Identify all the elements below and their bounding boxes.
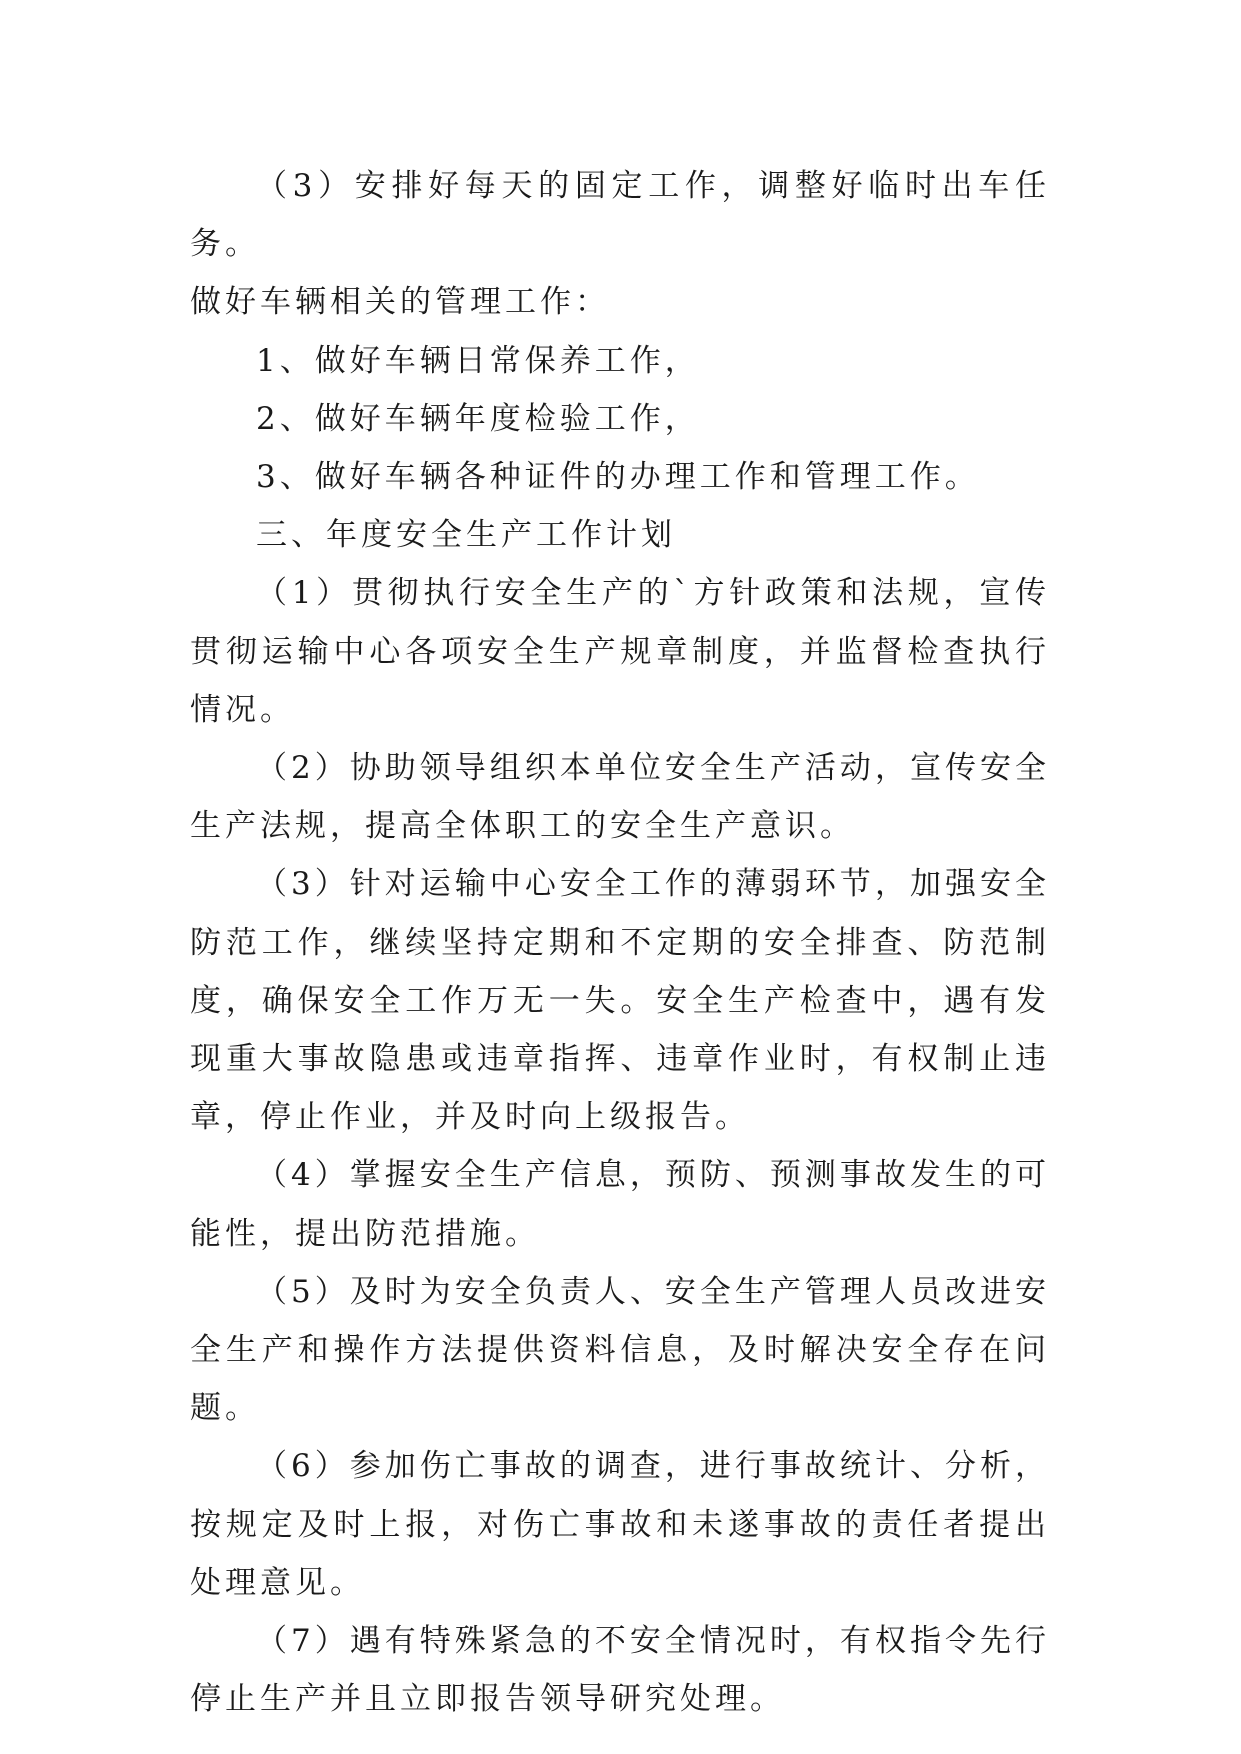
paragraph-task-schedule: （3）安排好每天的固定工作，调整好临时出车任务。 — [190, 168, 1050, 263]
paragraph-safety-item-1: （1）贯彻执行安全生产的`方针政策和法规，宣传贯彻运输中心各项安全生产规章制度，并监督检查执行情况。 — [190, 575, 1050, 728]
paragraph-safety-item-7: （7）遇有特殊紧急的不安全情况时，有权指令先行停止生产并且立即报告领导研究处理。 — [190, 1623, 1050, 1718]
list-item-vehicle-certificates: 3、做好车辆各种证件的办理工作和管理工作。 — [256, 459, 980, 496]
paragraph-safety-item-4: （4）掌握安全生产信息，预防、预测事故发生的可能性，提出防范措施。 — [190, 1157, 1050, 1252]
paragraph-safety-item-2: （2）协助领导组织本单位安全生产活动，宣传安全生产法规，提高全体职工的安全生产意识。 — [190, 750, 1050, 845]
paragraph-vehicle-management-heading: 做好车辆相关的管理工作： — [190, 284, 610, 321]
paragraph-safety-item-3: （3）针对运输中心安全工作的薄弱环节，加强安全防范工作，继续坚持定期和不定期的安全排查、防范制度，确保安全工作万无一失。安全生产检查中，遇有发现重大事故隐患或违章指挥、违章作业时，有权制止违章，停止作业，并及时向上级报告。 — [190, 866, 1050, 1136]
paragraph-safety-item-6: （6）参加伤亡事故的调查，进行事故统计、分析，按规定及时上报，对伤亡事故和未遂事故的责任者提出处理意见。 — [190, 1448, 1050, 1601]
list-item-vehicle-maintenance: 1、做好车辆日常保养工作， — [256, 342, 700, 379]
document-body — [190, 157, 1050, 1728]
section-heading-safety-plan: 三、年度安全生产工作计划 — [256, 517, 676, 554]
paragraph-safety-item-5: （5）及时为安全负责人、安全生产管理人员改进安全生产和操作方法提供资料信息，及时解决安全存在问题。 — [190, 1273, 1050, 1427]
list-item-vehicle-inspection: 2、做好车辆年度检验工作， — [256, 400, 700, 437]
